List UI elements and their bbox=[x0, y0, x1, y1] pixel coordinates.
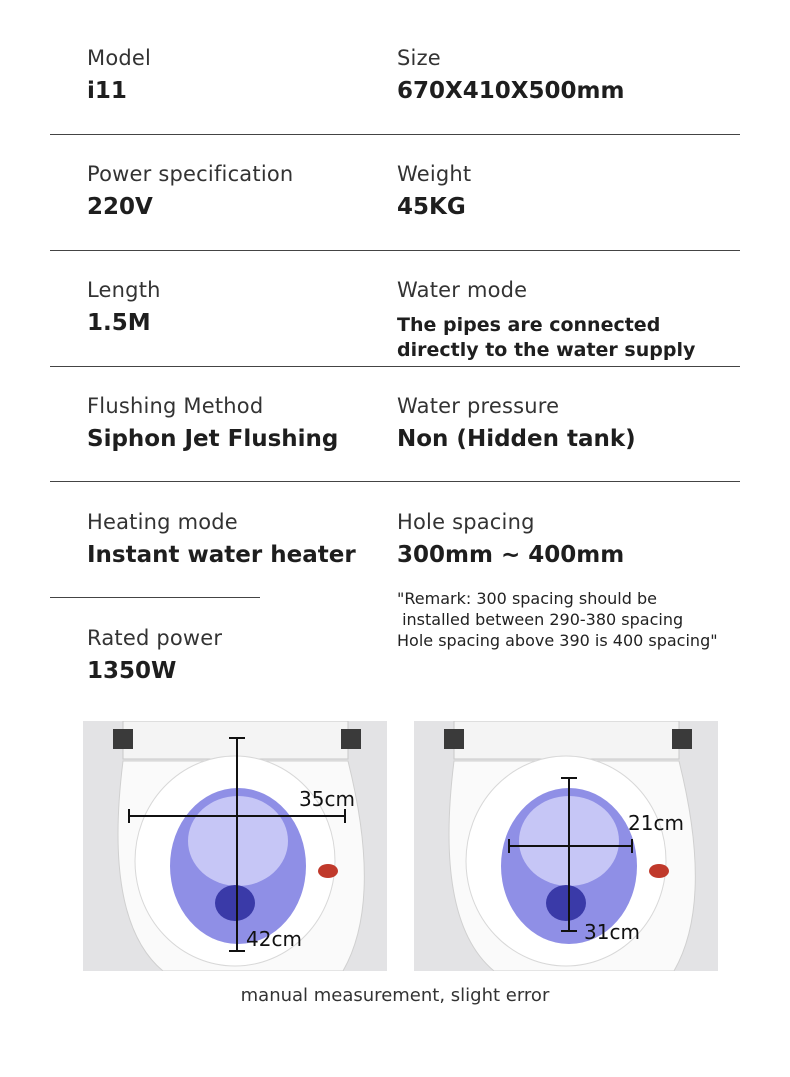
divider bbox=[50, 134, 740, 135]
divider bbox=[50, 366, 740, 367]
width-tick bbox=[128, 809, 130, 823]
weight-label: Weight bbox=[397, 162, 472, 186]
model-label: Model bbox=[87, 46, 152, 70]
heating-value: Instant water heater bbox=[87, 542, 356, 568]
weight-value: 45KG bbox=[397, 194, 466, 220]
toilet-photo-right bbox=[414, 721, 718, 971]
flushing-label: Flushing Method bbox=[87, 394, 264, 418]
width-tick bbox=[344, 809, 346, 823]
power-value: 220V bbox=[87, 194, 153, 220]
rated-label: Rated power bbox=[87, 626, 223, 650]
remark-text: "Remark: 300 spacing should be installed between 290-380 spacing Hole spacing above 390 is 400 spacing" bbox=[397, 589, 718, 650]
toilet-illustration-left bbox=[83, 721, 387, 971]
power-label: Power specification bbox=[87, 162, 294, 186]
width-measure-left: 35cm bbox=[299, 787, 355, 811]
size-label: Size bbox=[397, 46, 441, 70]
width-measure-right: 21cm bbox=[628, 811, 684, 835]
hole-value: 300mm ~ 400mm bbox=[397, 542, 625, 568]
water-mode-value: The pipes are connected directly to the water supply bbox=[397, 314, 696, 361]
length-label: Length bbox=[87, 278, 161, 302]
water-mode-label: Water mode bbox=[397, 278, 528, 302]
flushing-value: Siphon Jet Flushing bbox=[87, 426, 339, 452]
length-tick bbox=[561, 777, 577, 779]
length-tick bbox=[561, 930, 577, 932]
length-value: 1.5M bbox=[87, 310, 151, 336]
divider bbox=[50, 481, 740, 482]
length-line bbox=[568, 777, 570, 932]
width-line bbox=[508, 845, 633, 847]
length-measure-right: 31cm bbox=[584, 920, 640, 944]
length-line bbox=[236, 737, 238, 952]
length-measure-left: 42cm bbox=[246, 927, 302, 951]
divider bbox=[50, 250, 740, 251]
pressure-value: Non (Hidden tank) bbox=[397, 426, 636, 452]
caption: manual measurement, slight error bbox=[240, 985, 550, 1006]
length-tick bbox=[229, 737, 245, 739]
toilet-photo-left bbox=[83, 721, 387, 971]
hole-label: Hole spacing bbox=[397, 510, 535, 534]
model-value: i11 bbox=[87, 78, 127, 104]
size-value: 670X410X500mm bbox=[397, 78, 625, 104]
heating-label: Heating mode bbox=[87, 510, 238, 534]
pressure-label: Water pressure bbox=[397, 394, 560, 418]
width-tick bbox=[631, 839, 633, 853]
divider-short bbox=[50, 597, 260, 598]
rated-value: 1350W bbox=[87, 658, 177, 684]
width-tick bbox=[508, 839, 510, 853]
length-tick bbox=[229, 950, 245, 952]
